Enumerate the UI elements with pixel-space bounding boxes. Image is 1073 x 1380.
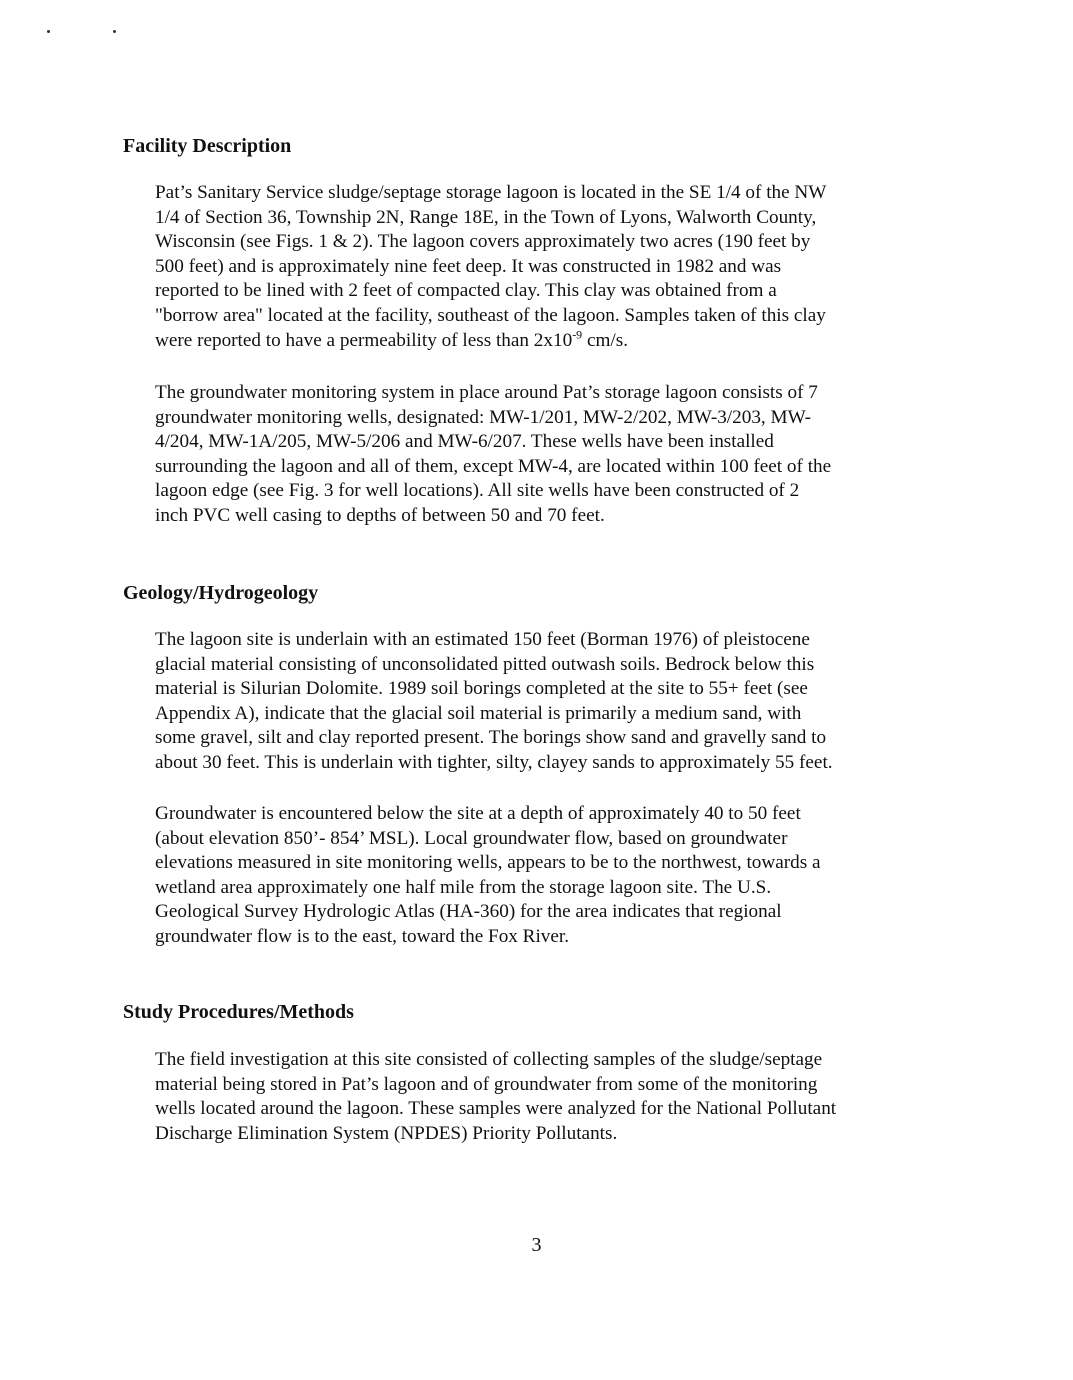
paragraph-geology-2 xyxy=(155,802,955,950)
text-line: wetland area approximately one half mile from the storage lagoon site. The U.S. xyxy=(155,876,772,898)
text-line: Pat’s Sanitary Service sludge/septage storage lagoon is located in the SE 1/4 of the NW xyxy=(155,182,827,203)
text-line: 500 feet) and is approximately nine feet deep. It was constructed in 1982 and was xyxy=(155,255,782,277)
text-fragment: cm/s. xyxy=(582,329,629,351)
text-fragment: were reported to have a permeability of less than 2x10 xyxy=(155,329,573,351)
text-line: Discharge Elimination System (NPDES) Priority Pollutants. xyxy=(155,1122,618,1144)
text-line: wells located around the lagoon. These samples were analyzed for the National Pollutant xyxy=(155,1098,837,1120)
text-line: reported to be lined with 2 feet of compacted clay. This clay was obtained from a xyxy=(155,280,777,302)
text-line: material being stored in Pat’s lagoon and of groundwater from some of the monitoring xyxy=(155,1073,818,1095)
text-line-permeability xyxy=(155,329,955,354)
text-line: surrounding the lagoon and all of them, except MW-4, are located within 100 feet of the xyxy=(155,455,832,477)
text-line: material is Silurian Dolomite. 1989 soil borings completed at the site to 55+ feet (see xyxy=(155,678,808,700)
superscript-exponent: -9 xyxy=(572,327,583,342)
text-line: Geological Survey Hydrologic Atlas (HA-360) for the area indicates that regional xyxy=(155,901,782,923)
text-line: elevations measured in site monitoring wells, appears to be to the northwest, towards a xyxy=(155,852,821,874)
paragraph-facility-description-1 xyxy=(155,181,955,353)
text-line: "borrow area" located at the facility, southeast of the lagoon. Samples taken of this clay xyxy=(155,304,826,326)
text-line: inch PVC well casing to depths of between 50 and 70 feet. xyxy=(155,504,605,526)
text-line: 4/204, MW-1A/205, MW-5/206 and MW-6/207. These wells have been installed xyxy=(155,431,774,453)
text-line: Appendix A), indicate that the glacial soil material is primarily a medium sand, with xyxy=(155,702,802,724)
text-line: Groundwater is encountered below the site at a depth of approximately 40 to 50 feet xyxy=(155,803,801,824)
section-heading-geology-hydrogeology: Geology/Hydrogeology xyxy=(123,582,319,604)
text-line: The lagoon site is underlain with an estimated 150 feet (Borman 1976) of pleistocene xyxy=(155,629,810,650)
text-line: glacial material consisting of unconsolidated pitted outwash soils. Bedrock below this xyxy=(155,653,815,675)
scan-speck xyxy=(113,30,116,33)
scan-speck xyxy=(47,30,50,33)
text-line: Wisconsin (see Figs. 1 & 2). The lagoon covers approximately two acres (190 feet by xyxy=(155,231,811,253)
text-line: groundwater flow is to the east, toward the Fox River. xyxy=(155,925,570,947)
text-line: (about elevation 850’- 854’ MSL). Local groundwater flow, based on groundwater xyxy=(155,827,788,849)
page-number: 3 xyxy=(531,1234,542,1256)
text-line: The field investigation at this site consisted of collecting samples of the sludge/septage xyxy=(155,1049,823,1070)
section-heading-study-procedures-methods: Study Procedures/Methods xyxy=(123,1001,354,1023)
paragraph-facility-description-2 xyxy=(155,381,955,529)
paragraph-geology-1 xyxy=(155,628,955,776)
text-line: 1/4 of Section 36, Township 2N, Range 18E, in the Town of Lyons, Walworth County, xyxy=(155,206,817,228)
section-heading-facility-description: Facility Description xyxy=(123,135,292,157)
text-line: lagoon edge (see Fig. 3 for well locations). All site wells have been constructed of 2 xyxy=(155,480,800,502)
text-line: about 30 feet. This is underlain with tighter, silty, clayey sands to approximately 55 feet. xyxy=(155,751,833,773)
text-line: The groundwater monitoring system in place around Pat’s storage lagoon consists of 7 xyxy=(155,382,818,403)
text-line: groundwater monitoring wells, designated: MW-1/201, MW-2/202, MW-3/203, MW- xyxy=(155,406,812,428)
text-line: some gravel, silt and clay reported present. The borings show sand and gravelly sand to xyxy=(155,727,827,749)
paragraph-study-procedures-1 xyxy=(155,1048,955,1146)
